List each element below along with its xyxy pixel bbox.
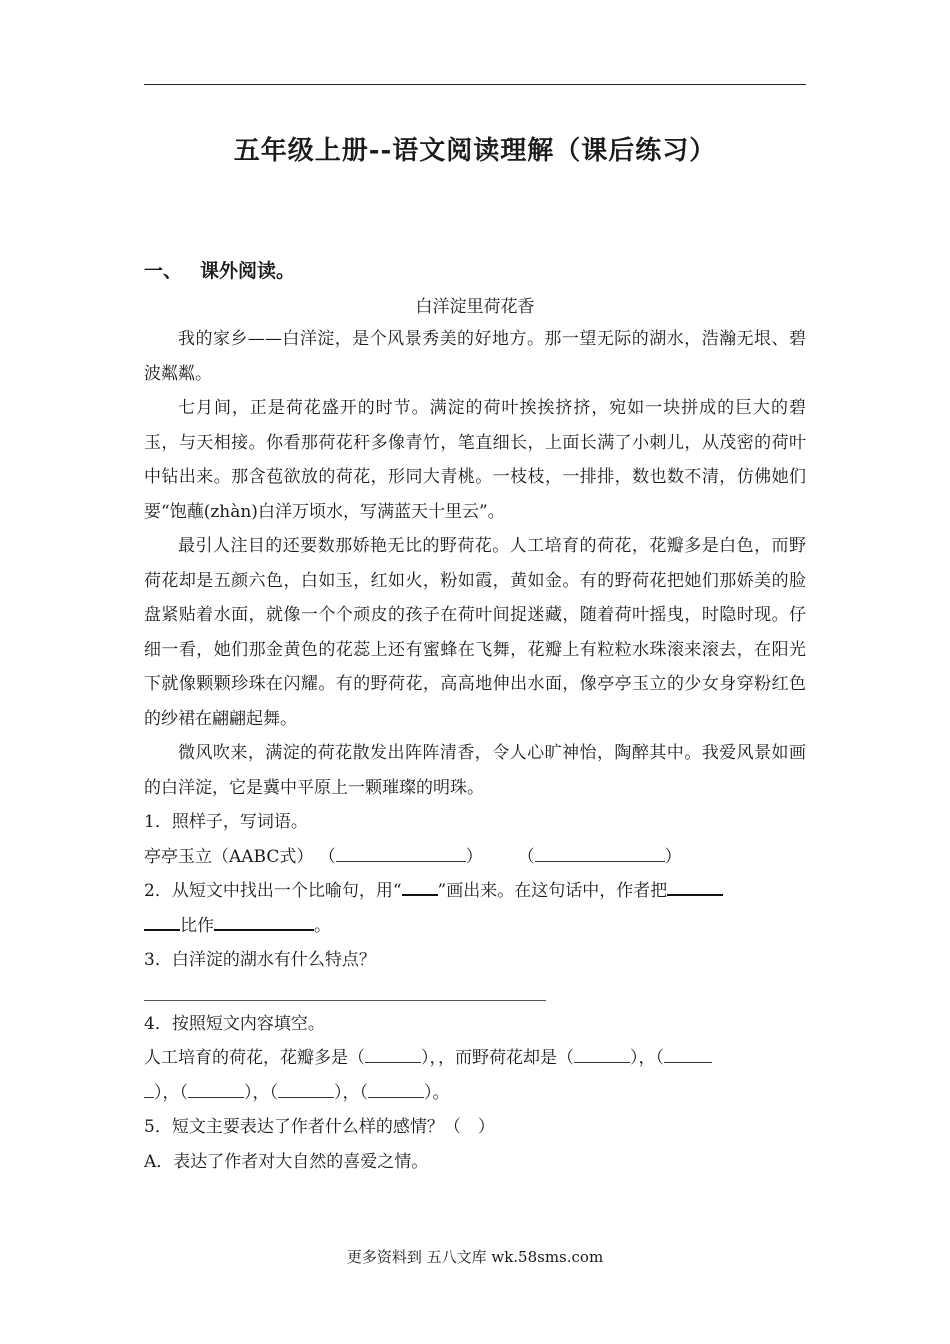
question-5-option-a[interactable]: A．表达了作者对大自然的喜爱之情。 bbox=[144, 1151, 429, 1172]
passage-paragraph: 微风吹来，满淀的荷花散发出阵阵清香，令人心旷神怡，陶醉其中。我爱风景如画的白洋淀，它是冀中平原上一颗璀璨的明珠。 bbox=[144, 743, 806, 798]
section-heading bbox=[144, 256, 295, 283]
passage-paragraph: 七月间，正是荷花盛开的时节。满淀的荷叶挨挨挤挤，宛如一块拼成的巨大的碧玉，与天相接。你看那荷花秆多像青竹，笔直细长，上面长满了小刺儿，从茂密的荷叶中钻出来。那含苞欲放的荷花，形同大青桃。一枝枝，一排排，数也数不清，仿佛她们要“饱蘸(zhàn)白洋万顷水，写满蓝天十里云”。 bbox=[144, 398, 806, 522]
answer-blank[interactable] bbox=[535, 844, 665, 862]
answer-blank[interactable] bbox=[214, 912, 314, 931]
answer-blank[interactable] bbox=[667, 877, 723, 896]
answer-line[interactable] bbox=[144, 978, 546, 1001]
answer-blank[interactable] bbox=[365, 1045, 421, 1063]
question-4-fill-continued: ），（ ），（ ），（ ）。 bbox=[144, 1076, 806, 1111]
question-4-fill: 人工培育的荷花，花瓣多是（ ），，而野荷花却是（ ），（ bbox=[144, 1041, 806, 1076]
answer-blank[interactable] bbox=[188, 1080, 244, 1098]
answer-blank[interactable] bbox=[144, 912, 180, 931]
passage-paragraph: 我的家乡——白洋淀，是个风景秀美的好地方。那一望无际的湖水，浩瀚无垠、碧波粼粼。 bbox=[144, 329, 806, 384]
section-number: 一、 bbox=[144, 260, 183, 282]
page-title: 五年级上册--语文阅读理解（课后练习） bbox=[233, 136, 717, 166]
passage-paragraph: 最引人注目的还要数那娇艳无比的野荷花。人工培育的荷花，花瓣多是白色，而野荷花却是五颜六色，白如玉，红如火，粉如霞，黄如金。有的野荷花把她们那娇美的脸盘紧贴着水面，就像一个个顽皮的孩子在荷叶间捉迷藏，随着荷叶摇曳，时隐时现。仔细一看，她们那金黄色的花蕊上还有蜜蜂在飞舞，花瓣上有粒粒水珠滚来滚去，在阳光下就像颗颗珍珠在闪耀。有的野荷花，高高地伸出水面，像亭亭玉立的少女身穿粉红色的纱裙在翩翩起舞。 bbox=[144, 536, 806, 729]
answer-blank[interactable] bbox=[336, 844, 466, 862]
section-label: 课外阅读。 bbox=[200, 260, 296, 282]
question-1-example: 亭亭玉立（AABC式） bbox=[144, 846, 314, 867]
question-5-label: 5．短文主要表达了作者什么样的感情？（ ） bbox=[144, 1117, 495, 1137]
footer-text: 更多资料到 五八文库 wk.58sms.com bbox=[346, 1248, 604, 1266]
answer-blank[interactable] bbox=[368, 1080, 424, 1098]
question-4-label: 4．按照短文内容填空。 bbox=[144, 1013, 325, 1034]
answer-blank[interactable] bbox=[278, 1080, 334, 1098]
answer-blank[interactable] bbox=[574, 1045, 630, 1063]
question-2-continued: 比作 。 bbox=[144, 909, 806, 944]
answer-blank[interactable] bbox=[144, 1080, 154, 1098]
answer-blank[interactable] bbox=[664, 1045, 712, 1063]
question-1-label: 1．照样子，写词语。 bbox=[144, 812, 308, 832]
passage-title: 白洋淀里荷花香 bbox=[415, 297, 535, 317]
question-3-label: 3．白洋淀的湖水有什么特点？ bbox=[144, 950, 376, 970]
question-2: 2．从短文中找出一个比喻句，用“ ”画出来。在这句话中，作者把 bbox=[144, 874, 806, 909]
underline-sample bbox=[402, 877, 438, 896]
document-body bbox=[144, 322, 806, 1179]
header-rule bbox=[144, 84, 806, 85]
question-1-answer-line: 亭亭玉立（AABC式） （ ） （ ） bbox=[144, 840, 806, 875]
